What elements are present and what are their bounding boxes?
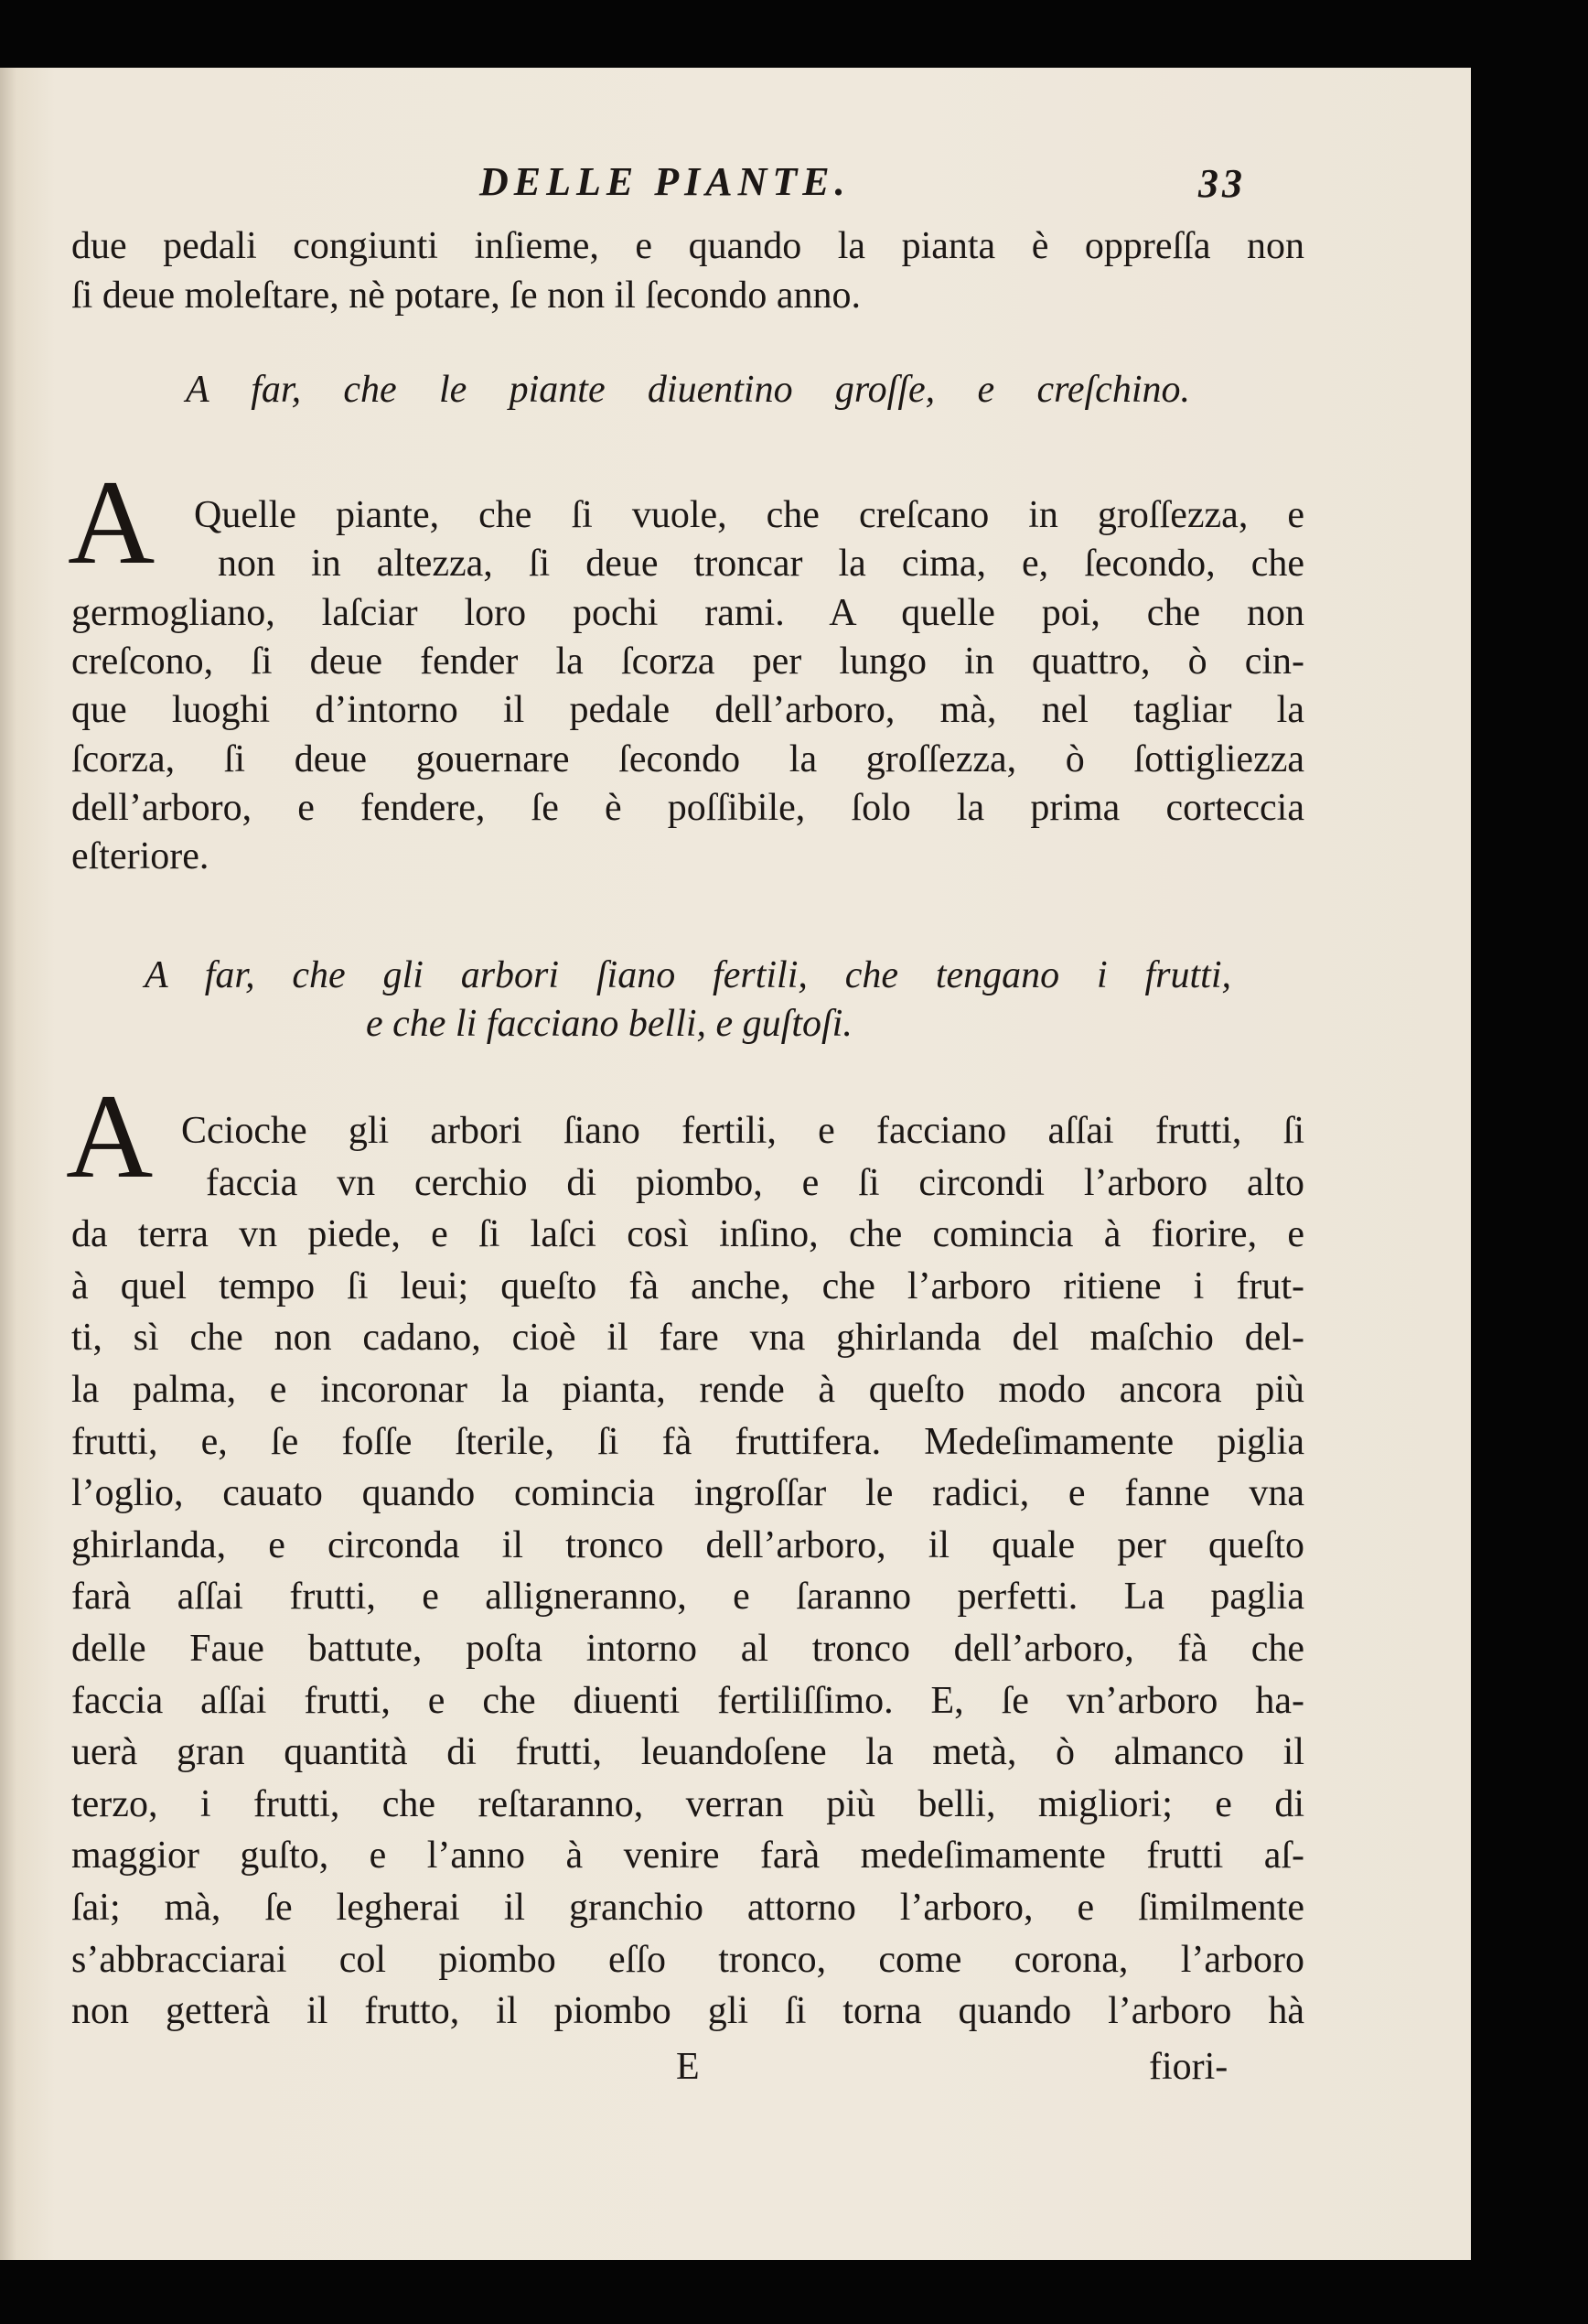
text-line: non in altezza, ſi deue troncar la cima, e, ſecondo, che (218, 543, 1304, 585)
text-line: non getterà il frutto, il piombo gli ſi torna quando l’arboro hà (71, 1990, 1304, 2032)
text-line: Quelle piante, che ſi vuole, che creſcano in groſſezza, e (194, 494, 1304, 536)
text-line: dell’arboro, e fendere, ſe è poſſibile, ſolo la prima corteccia (71, 787, 1304, 829)
section-heading: e che li facciano belli, e guſtoſi. (366, 1003, 853, 1045)
drop-cap: A (66, 1069, 154, 1203)
text-line: farà aſſai frutti, e alligneranno, e ſaranno perfetti. La paglia (71, 1576, 1304, 1618)
text-line: delle Faue battute, poſta intorno al tronco dell’arboro, fà che (71, 1628, 1304, 1670)
text-line: Ccioche gli arbori ſiano fertili, e facciano aſſai frutti, ſi (181, 1110, 1304, 1152)
text-line: ſai; mà, ſe legherai il granchio attorno l’arboro, e ſimilmente (71, 1887, 1304, 1929)
text-line: ti, sì che non cadano, cioè il fare vna ghirlanda del maſchio del- (71, 1317, 1304, 1359)
text-line: uerà gran quantità di frutti, leuandoſene la metà, ò almanco il (71, 1731, 1304, 1773)
text-line: maggior guſto, e l’anno à venire farà medeſimamente frutti aſ- (71, 1834, 1304, 1877)
text-line: ghirlanda, e circonda il tronco dell’arboro, il quale per queſto (71, 1524, 1304, 1566)
text-line: da terra vn piede, e ſi laſci così inſino, che comincia à fiorire, e (71, 1213, 1304, 1255)
text-line: frutti, e, ſe foſſe ſterile, ſi fà fruttifera. Medeſimamente piglia (71, 1421, 1304, 1463)
text-line: à quel tempo ſi leui; queſto fà anche, che l’arboro ritiene i frut- (71, 1265, 1304, 1307)
text-line: la palma, e incoronar la pianta, rende à queſto modo ancora più (71, 1369, 1304, 1411)
text-line: terzo, i frutti, che reſtaranno, verran più belli, migliori; e di (71, 1783, 1304, 1825)
section-heading: A far, che le piante diuentino groſſe, e creſchino. (186, 369, 1190, 411)
text-line: s’abbracciarai col piombo eſſo tronco, come corona, l’arboro (71, 1939, 1304, 1981)
page-number: 33 (1198, 161, 1246, 206)
signature-mark: E (676, 2046, 700, 2088)
text-line: faccia aſſai frutti, e che diuenti fertiliſſimo. E, ſe vn’arboro ha- (71, 1680, 1304, 1722)
section-heading: A far, che gli arbori ſiano fertili, che tengano i frutti, (145, 954, 1231, 996)
book-page (0, 68, 1471, 2260)
text-line: due pedali congiunti inſieme, e quando la pianta è oppreſſa non (71, 225, 1304, 267)
text-line: germogliano, laſciar loro pochi rami. A quelle poi, che non (71, 592, 1304, 634)
text-line: que luoghi d’intorno il pedale dell’arboro, mà, nel tagliar la (71, 689, 1304, 731)
drop-cap: A (68, 455, 156, 589)
text-line: faccia vn cerchio di piombo, e ſi circondi l’arboro alto (206, 1162, 1304, 1204)
text-line: ſcorza, ſi deue gouernare ſecondo la groſſezza, ò ſottigliezza (71, 738, 1304, 780)
text-line: ſi deue moleſtare, nè potare, ſe non il ſecondo anno. (71, 274, 862, 317)
text-line: l’oglio, cauato quando comincia ingroſſar le radici, e fanne vna (71, 1472, 1304, 1514)
text-line: creſcono, ſi deue fender la ſcorza per lungo in quattro, ò cin- (71, 640, 1304, 683)
catchword: fiori- (1149, 2046, 1229, 2088)
running-title: DELLE PIANTE. (479, 159, 851, 204)
text-line: eſteriore. (71, 835, 209, 877)
